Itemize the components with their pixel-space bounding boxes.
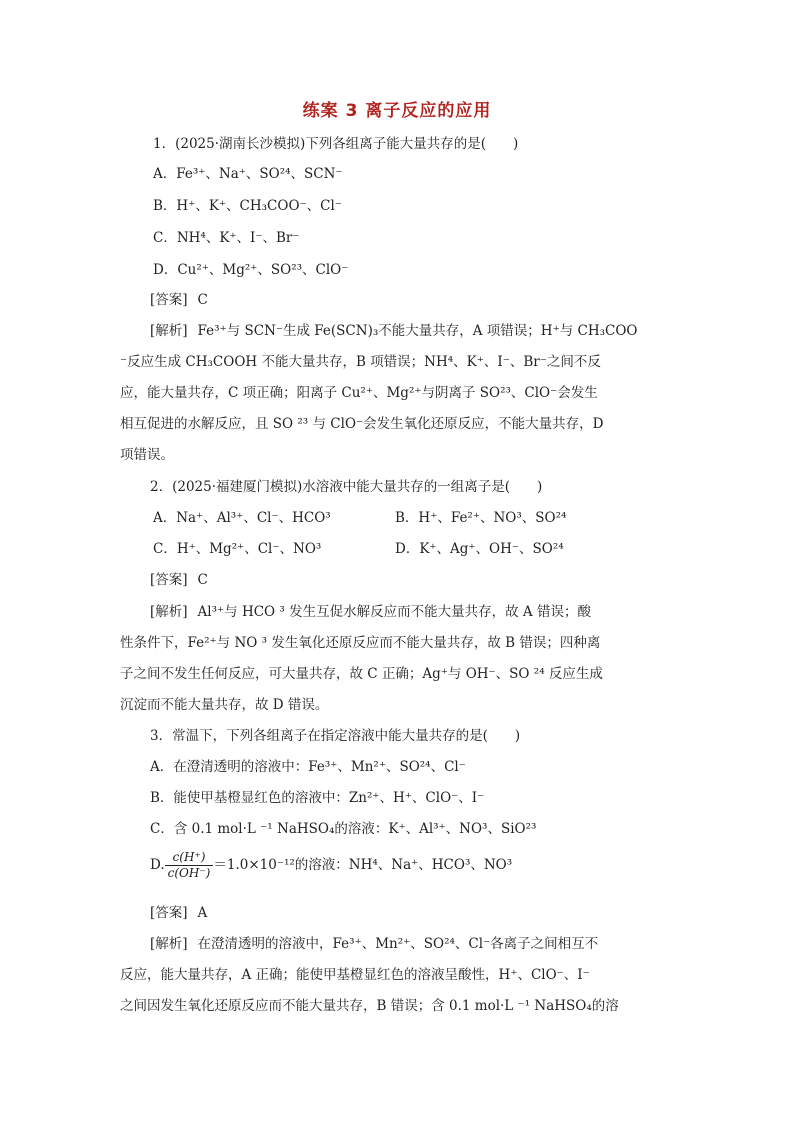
q1-analysis-line-4: 相互促进的水解反应，且 SO ²³ 与 ClO⁻会发生氧化还原反应，不能大量共存，D	[120, 416, 604, 432]
q1-option-b: B．H⁺、K⁺、CH₃COO⁻、Cl⁻	[153, 198, 342, 214]
q3-analysis-line-3: 之间因发生氧化还原反应而不能大量共存，B 错误；含 0.1 mol·L ⁻¹ NaHSO₄的溶	[120, 998, 619, 1014]
q2-analysis-line-3: 子之间不发生任何反应，可大量共存，故 C 正确；Ag⁺与 OH⁻、SO ²⁴ 反应生成	[120, 666, 603, 682]
analysis-tag: [解析]	[150, 323, 188, 339]
answer-tag: [答案]	[150, 572, 188, 588]
concentration-ratio-fraction	[165, 850, 214, 881]
q3-stem: 3．常温下，下列各组离子在指定溶液中能大量共存的是( )	[150, 728, 521, 744]
q1-analysis-line-3: 应，能大量共存，C 项正确；阳离子 Cu²⁺、Mg²⁺与阴离子 SO²³、ClO⁻会发生	[120, 385, 598, 401]
answer-tag: [答案]	[150, 292, 188, 308]
q3-analysis-line-1	[150, 935, 598, 953]
analysis-text: Fe³⁺与 SCN⁻生成 Fe(SCN)₃不能大量共存，A 项错误；H⁺与 CH₃COO	[197, 323, 638, 339]
q2-answer	[150, 571, 208, 589]
q3-answer	[150, 904, 207, 922]
q1-analysis-line-2: ⁻反应生成 CH₃COOH 不能大量共存，B 项错误；NH⁴、K⁺、I⁻、Br⁻之间不反	[120, 354, 601, 370]
fraction-numerator: c(H⁺)	[165, 850, 214, 866]
q3-option-c: C．含 0.1 mol·L ⁻¹ NaHSO₄的溶液：K⁺、Al³⁺、NO³、SiO²³	[150, 821, 537, 837]
analysis-tag: [解析]	[150, 936, 188, 952]
answer-value: C	[197, 572, 208, 588]
q1-stem: 1．(2025·湖南长沙模拟)下列各组离子能大量共存的是( )	[153, 136, 519, 152]
analysis-text: 在澄清透明的溶液中，Fe³⁺、Mn²⁺、SO²⁴、Cl⁻各离子之间相互不	[197, 936, 599, 952]
q1-option-d: D．Cu²⁺、Mg²⁺、SO²³、ClO⁻	[153, 262, 349, 278]
q1-option-a: A．Fe³⁺、Na⁺、SO²⁴、SCN⁻	[153, 166, 343, 182]
q3-analysis-line-2: 反应，能大量共存，A 正确；能使甲基橙显红色的溶液呈酸性，H⁺、ClO⁻、I⁻	[120, 967, 590, 983]
q2-analysis-line-2: 性条件下，Fe²⁺与 NO ³ 发生氧化还原反应而不能大量共存，故 B 错误；四种离	[120, 635, 601, 651]
analysis-text: Al³⁺与 HCO ³ 发生互促水解反应而不能大量共存，故 A 错误；酸	[197, 604, 591, 620]
q2-analysis-line-1	[150, 603, 591, 621]
q1-analysis-line-1	[150, 322, 675, 340]
page-title: 练案 3 离子反应的应用	[302, 101, 492, 121]
q2-stem: 2．(2025·福建厦门模拟)水溶液中能大量共存的一组离子是( )	[150, 479, 543, 495]
q3-option-a: A．在澄清透明的溶液中：Fe³⁺、Mn²⁺、SO²⁴、Cl⁻	[150, 759, 466, 775]
analysis-tag: [解析]	[150, 604, 188, 620]
answer-tag: [答案]	[150, 905, 188, 921]
option-d-prefix: D.	[150, 857, 165, 873]
q2-option-d: D．K⁺、Ag⁺、OH⁻、SO²⁴	[395, 541, 564, 557]
answer-value: A	[197, 905, 208, 921]
q1-answer	[150, 291, 208, 309]
q2-option-c: C．H⁺、Mg²⁺、Cl⁻、NO³	[153, 541, 322, 557]
fraction-denominator: c(OH⁻)	[167, 866, 211, 880]
q1-option-c: C．NH⁴、K⁺、I⁻、Br⁻	[153, 230, 300, 246]
q1-analysis-line-5: 项错误。	[120, 447, 174, 463]
q2-option-a: A．Na⁺、Al³⁺、Cl⁻、HCO³	[153, 510, 331, 526]
q2-analysis-line-4: 沉淀而不能大量共存，故 D 错误。	[120, 697, 329, 713]
q2-option-b: B．H⁺、Fe²⁺、NO³、SO²⁴	[395, 510, 567, 526]
q3-option-b: B．能使甲基橙显红色的溶液中：Zn²⁺、H⁺、ClO⁻、I⁻	[150, 790, 485, 806]
q3-option-d	[150, 850, 512, 881]
answer-value: C	[197, 292, 208, 308]
option-d-rest: ＝1.0×10⁻¹²的溶液：NH⁴、Na⁺、HCO³、NO³	[213, 857, 513, 873]
